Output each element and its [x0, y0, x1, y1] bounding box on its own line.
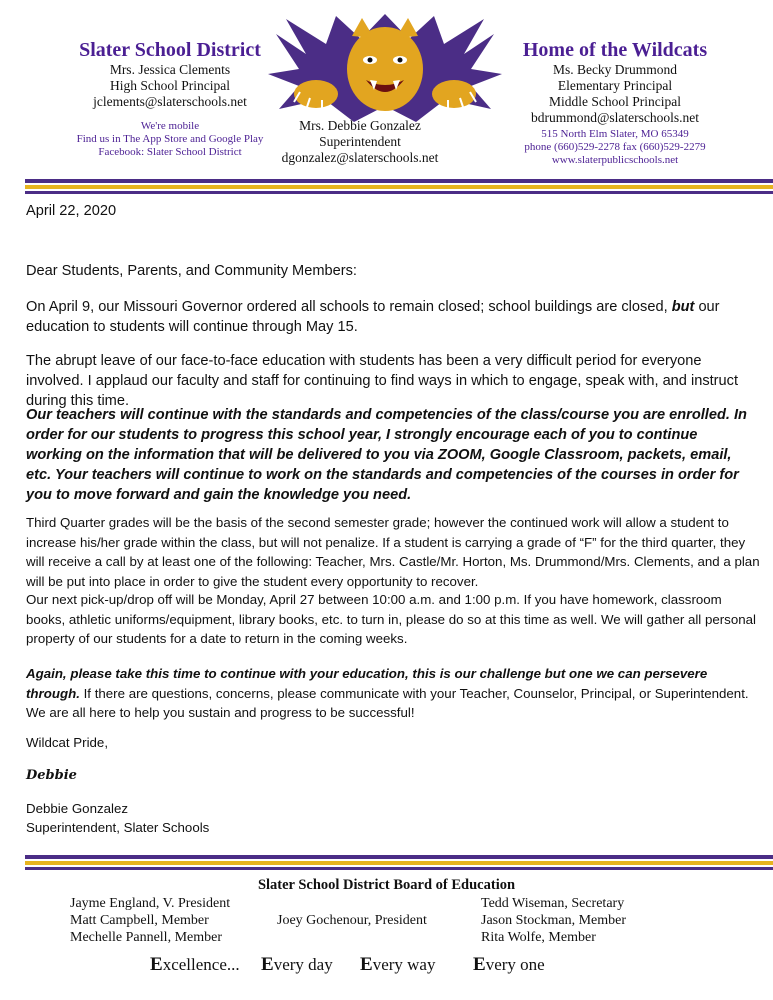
board-left-column [70, 895, 230, 946]
board-title: Slater School District Board of Education [257, 877, 516, 893]
address: 515 North Elm Slater, MO 65349 [541, 128, 689, 140]
motto-word: very way [372, 955, 436, 974]
salutation: Dear Students, Parents, and Community Members: [26, 263, 357, 279]
board-member: Matt Campbell, Member [70, 913, 209, 928]
motto-word: xcellence... [162, 955, 240, 974]
hs-principal-name: Mrs. Jessica Clements [109, 62, 231, 77]
board-member: Jayme England, V. President [70, 896, 231, 911]
header-divider-purple-2 [25, 191, 773, 194]
letterhead-right [475, 38, 755, 167]
motto-initial: E [473, 954, 486, 975]
header-divider-purple [25, 179, 773, 183]
motto-every-way [360, 954, 435, 976]
board-right-column [481, 895, 626, 946]
signer-name: Debbie Gonzalez [26, 801, 129, 816]
paragraph-3: Our teachers will continue with the standards and competencies of the class/course you are enrolled. In order for our students to progress this school year, I strongly encourage each of you to continue working on the information that will be delivered to you via ZOOM, Google Classroom, packets, email, etc. Your teachers will continue to work on the standards and competencies of the courses in order for you to move forward and gain the knowledge you need. [26, 407, 747, 503]
elem-principal-email[interactable]: bdrummond@slaterschools.net [530, 110, 700, 125]
paragraph-5: Our next pick-up/drop off will be Monday, April 27 between 10:00 a.m. and 1:00 p.m. If you have homework, classroom books, athletic uniforms/equipment, library books, etc. to turn in, please do so at this time as well. We will gather all personal property of our students for a date to return in the coming weeks. [26, 592, 756, 646]
letter-date: April 22, 2020 [26, 203, 117, 219]
paragraph-6 [26, 664, 761, 723]
superintendent-name: Mrs. Debbie Gonzalez [299, 118, 421, 133]
board-member: Tedd Wiseman, Secretary [481, 896, 625, 911]
motto-excellence [150, 954, 240, 976]
superintendent-email[interactable]: dgonzalez@slaterschools.net [281, 150, 439, 165]
motto-word: very day [273, 955, 333, 974]
p6-text: If there are questions, concerns, please communicate with your Teacher, Counselor, Principal, or Superintendent. We are all here to help you sustain and progress to be successful! [26, 685, 749, 720]
hs-principal-email[interactable]: jclements@slaterschools.net [93, 94, 247, 109]
motto-initial: E [261, 954, 274, 975]
motto-every-one [473, 954, 545, 976]
header-divider-gold [25, 185, 773, 189]
p1-emphasis: but [671, 299, 695, 315]
board-member: Rita Wolfe, Member [481, 930, 596, 945]
board-member: Mechelle Pannell, Member [70, 930, 223, 945]
phone-fax: phone (660)529-2278 fax (660)529-2279 [524, 141, 706, 153]
motto-initial: E [150, 954, 163, 975]
superintendent-title: Superintendent [319, 134, 401, 149]
board-member: Jason Stockman, Member [481, 913, 627, 928]
motto-initial: E [360, 954, 373, 975]
elem-principal-name: Ms. Becky Drummond [552, 62, 678, 77]
paragraph-2: The abrupt leave of our face-to-face education with students has been a very difficult period for everyone involved. I applaud our faculty and staff for continuing to find ways in which to engage, speak with, and instruct during this time. [26, 353, 739, 409]
paragraph-4: Third Quarter grades will be the basis of the second semester grade; however the continued work will allow a student to increase his/her grade within the class, but will not penalize. If a student is carrying a grade of “F” for the third quarter, they will receive a call by at least one of the following: Teacher, Mrs. Castle/Mr. Horton, Ms. Drummond/Mrs. Clements, and a plan will be put into place in order to give the student every opportunity to recover. [26, 515, 760, 589]
p1-text: On April 9, our Missouri Governor ordered all schools to remain closed; school buildings are closed, [26, 299, 672, 315]
wildcat-mascot-icon [266, 14, 504, 124]
wildcats-motto: Home of the Wildcats [522, 39, 708, 61]
signer-title: Superintendent, Slater Schools [26, 820, 210, 835]
paragraph-1 [26, 297, 756, 337]
signature: Debbie [26, 768, 77, 783]
mobile-line-1: We're mobile [140, 120, 200, 132]
motto-word: very one [485, 955, 545, 974]
mobile-line-3: Facebook: Slater School District [98, 146, 242, 158]
p6-emphasis: Again, please take this time to continue with your education, this is our challenge but one we can persevere through. [26, 666, 708, 701]
footer-divider-purple [25, 855, 773, 859]
mobile-line-2: Find us in The App Store and Google Play [76, 133, 264, 145]
footer-divider-purple-2 [25, 867, 773, 870]
closing: Wildcat Pride, [26, 735, 109, 750]
p1-text-end: our education to students will continue through May 15. [26, 299, 720, 335]
ms-principal-title: Middle School Principal [549, 94, 681, 109]
motto-every-day [261, 954, 333, 976]
website[interactable]: www.slaterpublicschools.net [551, 154, 679, 166]
district-name: Slater School District [79, 39, 261, 61]
elem-principal-title: Elementary Principal [557, 78, 673, 93]
footer-divider-gold [25, 861, 773, 865]
letterhead-center [255, 118, 465, 166]
hs-principal-title: High School Principal [110, 78, 230, 93]
board-president: Joey Gochenour, President [277, 913, 427, 928]
